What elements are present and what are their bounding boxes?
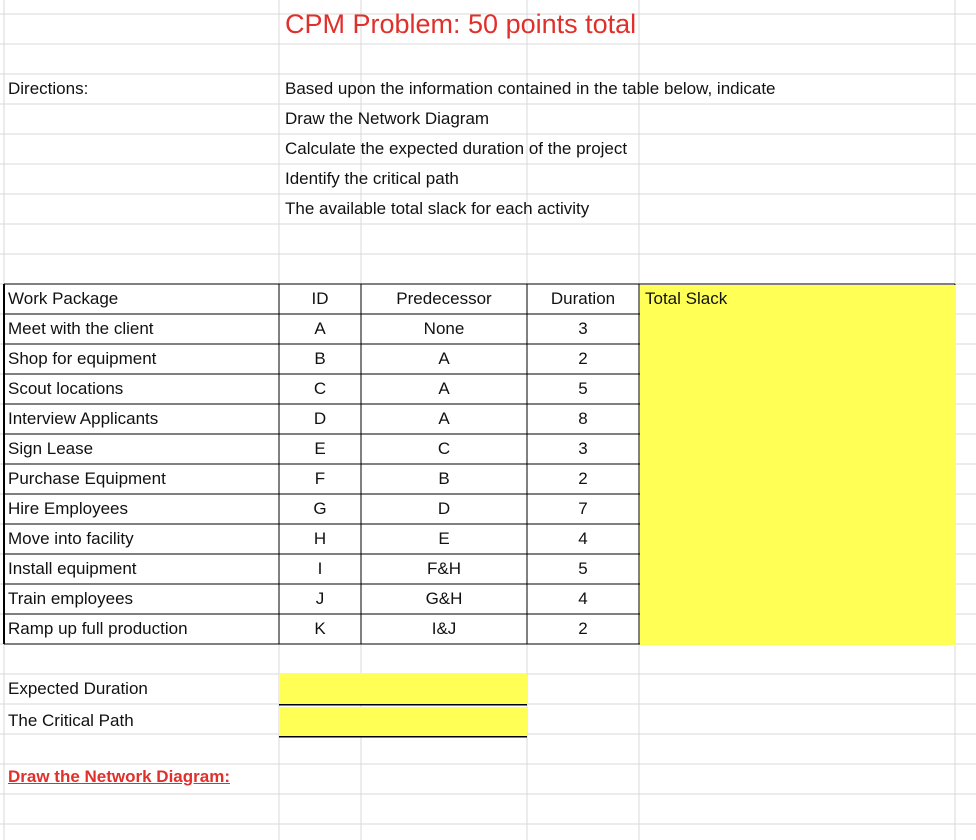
predecessor-cell: None [423,319,465,338]
duration-cell: 3 [578,319,588,338]
id-cell: K [314,619,326,638]
id-cell: E [314,439,326,458]
work-package-cell: Hire Employees [8,499,128,518]
predecessor-cell: G&H [425,589,463,608]
directions-line: The available total slack for each activity [285,199,590,218]
work-package-cell: Purchase Equipment [8,469,166,488]
duration-cell: 5 [578,559,588,578]
duration-cell: 4 [578,529,588,548]
predecessor-cell: E [438,529,450,548]
duration-cell: 2 [578,349,588,368]
header-total-slack: Total Slack [645,289,728,308]
expected-duration-answer-cell[interactable] [279,673,527,704]
expected-duration-label: Expected Duration [8,679,148,698]
work-package-cell: Meet with the client [8,319,154,338]
id-cell: I [317,559,323,578]
critical-path-label: The Critical Path [8,711,134,730]
duration-cell: 8 [578,409,588,428]
id-cell: G [313,499,327,518]
work-package-cell: Ramp up full production [8,619,188,638]
predecessor-cell: B [438,469,450,488]
id-cell: H [313,529,327,548]
predecessor-cell: D [437,499,451,518]
header-predecessor: Predecessor [396,289,492,308]
directions-label: Directions: [8,79,89,98]
directions-line: Calculate the expected duration of the project [285,139,628,158]
id-cell: F [314,469,326,488]
directions-line: Based upon the information contained in the table below, indicate [285,79,776,98]
header-duration: Duration [550,289,616,308]
network-diagram-label: Draw the Network Diagram: [8,767,230,786]
duration-cell: 4 [578,589,588,608]
work-package-cell: Shop for equipment [8,349,157,368]
work-package-cell: Install equipment [8,559,137,578]
id-cell: D [313,409,327,428]
work-package-cell: Train employees [8,589,134,608]
directions-line: Identify the critical path [285,169,459,188]
duration-cell: 2 [578,469,588,488]
critical-path-answer-cell[interactable] [279,707,527,736]
directions-line: Draw the Network Diagram [285,109,490,128]
header-work-package: Work Package [8,289,119,308]
id-cell: J [315,589,325,608]
work-package-cell: Interview Applicants [8,409,159,428]
duration-cell: 7 [578,499,588,518]
total-slack-answer-column[interactable] [640,285,956,645]
predecessor-cell: A [438,379,450,398]
work-package-cell: Sign Lease [8,439,94,458]
predecessor-cell: I&J [431,619,457,638]
predecessor-cell: A [438,349,450,368]
duration-cell: 2 [578,619,588,638]
work-package-cell: Move into facility [8,529,134,548]
page-title: CPM Problem: 50 points total [285,9,637,39]
work-package-cell: Scout locations [8,379,124,398]
predecessor-cell: A [438,409,450,428]
id-cell: A [314,319,326,338]
id-cell: B [314,349,326,368]
predecessor-cell: F&H [427,559,461,578]
duration-cell: 3 [578,439,588,458]
duration-cell: 5 [578,379,588,398]
header-id: ID [311,289,329,308]
predecessor-cell: C [437,439,451,458]
id-cell: C [313,379,327,398]
